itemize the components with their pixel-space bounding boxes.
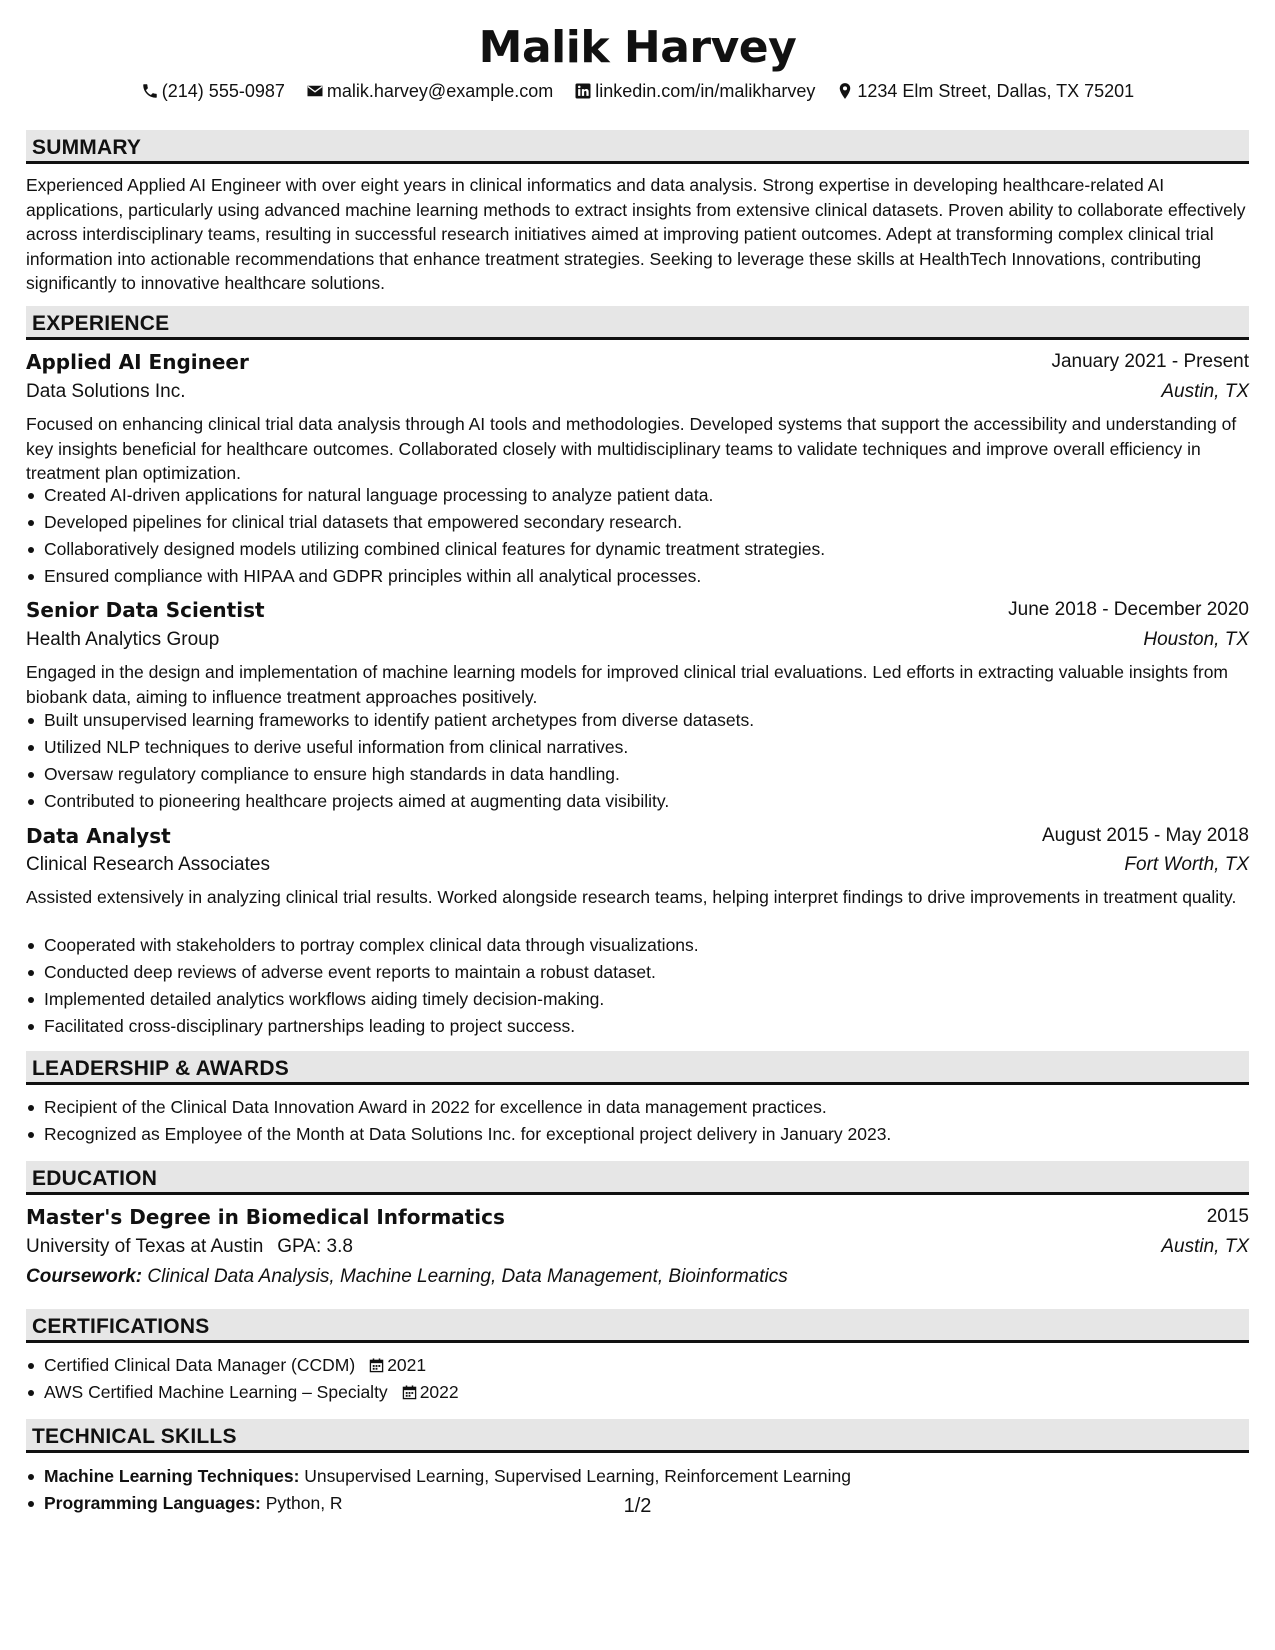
coursework-line	[26, 1266, 788, 1288]
coursework-text: Clinical Data Analysis, Machine Learning, Data Management, Bioinformatics	[147, 1266, 788, 1287]
list-item: Facilitated cross-disciplinary partnerships leading to project success.	[44, 1013, 1267, 1040]
list-item: Oversaw regulatory compliance to ensure high standards in data handling.	[44, 761, 1267, 788]
job-bullets	[26, 482, 1267, 590]
job-description: Engaged in the design and implementation of machine learning models for improved clinical trial evaluations. Led efforts in extracting valuable insights from biobank data, aiming to influence treatment approaches positively.	[26, 662, 1229, 707]
section-title: EXPERIENCE	[32, 312, 170, 335]
section-title: LEADERSHIP & AWARDS	[32, 1057, 289, 1080]
list-item	[44, 1463, 1267, 1490]
job-company: Health Analytics Group	[26, 629, 220, 650]
job-dates: August 2015 - May 2018	[1041, 825, 1249, 846]
list-item: Recognized as Employee of the Month at Data Solutions Inc. for exceptional project delivery in January 2023.	[44, 1121, 1267, 1148]
contact-line	[0, 80, 1275, 102]
linkedin-text: linkedin.com/in/malikharvey	[595, 80, 816, 101]
school-name: University of Texas at Austin	[26, 1236, 264, 1257]
job-location: Fort Worth, TX	[1124, 854, 1249, 875]
skill-value: Python, R	[265, 1493, 343, 1513]
certifications-list	[26, 1352, 1267, 1406]
list-item: Collaboratively designed models utilizing combined clinical features for dynamic treatment strategies.	[44, 536, 1267, 563]
list-item: Developed pipelines for clinical trial datasets that empowered secondary research.	[44, 509, 1267, 536]
job-title: Applied AI Engineer	[26, 350, 249, 374]
summary-text: Experienced Applied AI Engineer with over eight years in clinical informatics and data analysis. Strong expertise in developing healthcare-related AI applications, particularly using advanced machine learning methods to extract insights from extensive clinical datasets. Proven ability to collaborate effectively across interdisciplinary teams, resulting in successful research initiatives aimed at improving patient outcomes. Adept at transforming complex clinical trial information into actionable recommendations that enhance treatment strategies. Seeking to leverage these skills at HealthTech Innovations, contributing significantly to innovative healthcare solutions.	[26, 175, 1246, 294]
certification-year: 2021	[387, 1355, 427, 1375]
skill-value: Unsupervised Learning, Supervised Learning, Reinforcement Learning	[304, 1466, 852, 1486]
list-item: Recipient of the Clinical Data Innovation Award in 2022 for excellence in data management practices.	[44, 1094, 1267, 1121]
gpa: GPA: 3.8	[277, 1236, 353, 1257]
certification-name: AWS Certified Machine Learning – Specialty	[44, 1382, 388, 1402]
summary-heading	[26, 130, 1249, 164]
section-title: SUMMARY	[32, 136, 142, 159]
phone-text: (214) 555-0987	[161, 80, 285, 101]
job-company: Clinical Research Associates	[26, 854, 270, 875]
address-text: 1234 Elm Street, Dallas, TX 75201	[857, 80, 1135, 101]
list-item	[44, 1352, 1267, 1379]
candidate-name: Malik Harvey	[478, 22, 797, 73]
list-item: Cooperated with stakeholders to portray complex clinical data through visualizations.	[44, 932, 1267, 959]
coursework-label: Coursework:	[26, 1266, 143, 1287]
phone-icon	[141, 82, 159, 100]
skill-label: Machine Learning Techniques:	[44, 1466, 300, 1486]
job-title: Data Analyst	[26, 824, 171, 848]
certifications-heading	[26, 1309, 1249, 1343]
list-item: Conducted deep reviews of adverse event reports to maintain a robust dataset.	[44, 959, 1267, 986]
section-title: EDUCATION	[32, 1167, 158, 1190]
graduation-year: 2015	[1206, 1206, 1249, 1227]
email-text: malik.harvey@example.com	[326, 80, 554, 101]
list-item: Implemented detailed analytics workflows aiding timely decision-making.	[44, 986, 1267, 1013]
linkedin-icon	[574, 82, 592, 100]
contact-email[interactable]	[306, 81, 553, 102]
list-item: Created AI-driven applications for natural language processing to analyze patient data.	[44, 482, 1267, 509]
degree-title: Master's Degree in Biomedical Informatics	[26, 1205, 505, 1229]
contact-linkedin[interactable]	[574, 81, 815, 102]
job-bullets	[26, 707, 1267, 815]
list-item: Built unsupervised learning frameworks to identify patient archetypes from diverse datasets.	[44, 707, 1267, 734]
envelope-icon	[306, 82, 324, 100]
job-dates: January 2021 - Present	[1051, 351, 1249, 372]
certification-year: 2022	[419, 1382, 459, 1402]
map-pin-icon	[836, 82, 854, 100]
contact-address	[836, 81, 1134, 102]
list-item: Ensured compliance with HIPAA and GDPR principles within all analytical processes.	[44, 563, 1267, 590]
skills-heading	[26, 1419, 1249, 1453]
job-dates: June 2018 - December 2020	[1008, 599, 1249, 620]
leadership-heading	[26, 1051, 1249, 1085]
list-item: Contributed to pioneering healthcare projects aimed at augmenting data visibility.	[44, 788, 1267, 815]
job-location: Houston, TX	[1143, 629, 1249, 650]
list-item: Utilized NLP techniques to derive useful information from clinical narratives.	[44, 734, 1267, 761]
section-title: TECHNICAL SKILLS	[32, 1425, 237, 1448]
school-line	[26, 1236, 353, 1258]
skill-label: Programming Languages:	[44, 1493, 261, 1513]
leadership-list	[26, 1094, 1267, 1148]
calendar-icon	[369, 1358, 384, 1373]
school-location: Austin, TX	[1161, 1236, 1249, 1257]
section-title: CERTIFICATIONS	[32, 1315, 210, 1338]
list-item	[44, 1379, 1267, 1406]
job-description: Focused on enhancing clinical trial data analysis through AI tools and methodologies. Developed systems that support the accessibility and understanding of key insights beneficial for healthcare outcomes. Collaborated closely with multidisciplinary teams to validate techniques and improve overall efficiency in treatment plan optimization.	[26, 414, 1237, 484]
job-description: Assisted extensively in analyzing clinical trial results. Worked alongside research teams, helping interpret findings to drive improvements in treatment quality.	[26, 887, 1237, 907]
job-bullets	[26, 932, 1267, 1040]
education-heading	[26, 1161, 1249, 1195]
job-company: Data Solutions Inc.	[26, 381, 186, 402]
calendar-icon	[402, 1385, 417, 1400]
certification-name: Certified Clinical Data Manager (CCDM)	[44, 1355, 356, 1375]
job-title: Senior Data Scientist	[26, 598, 265, 622]
experience-heading	[26, 306, 1249, 340]
job-location: Austin, TX	[1161, 381, 1249, 402]
page-number: 1/2	[623, 1495, 652, 1517]
contact-phone	[141, 81, 285, 102]
